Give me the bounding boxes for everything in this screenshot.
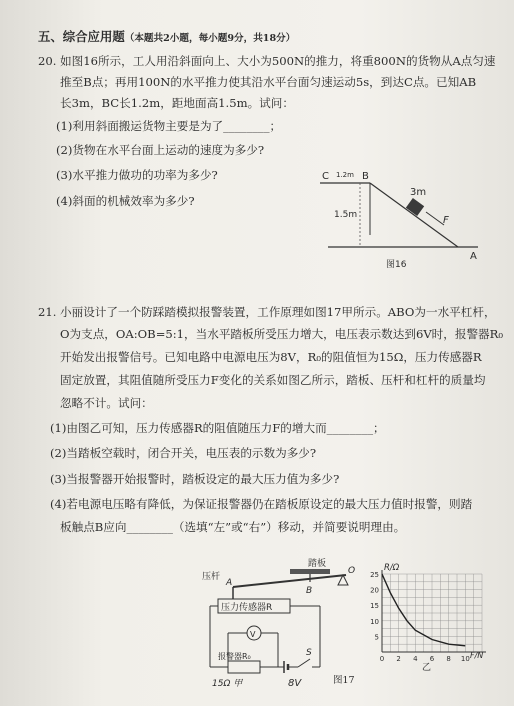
figure-17-graph xyxy=(362,560,492,675)
figure-16 xyxy=(318,165,483,275)
switch-s[interactable] xyxy=(298,659,310,667)
x-tick-label: 0 xyxy=(379,655,385,663)
label-a: A xyxy=(470,251,477,262)
q21-part-1: (1)由图乙可知，压力传感器R的阻值随压力F的增大而________； xyxy=(50,421,385,435)
q20-line-2: 推至B点；再用100N的水平推力使其沿水平台面匀速运动5s，到达C点。已知AB xyxy=(60,75,477,89)
label-sensor: 压力传感器R xyxy=(221,603,273,613)
q21-part-3: (3)当报警器开始报警时，踏板设定的最大压力值为多少? xyxy=(50,472,340,486)
x-tick-label: 8 xyxy=(446,655,451,663)
label-ab: 3m xyxy=(410,187,427,198)
q21-line-1: 小丽设计了一个防踩踏模拟报警装置，工作原理如图17甲所示。ABO为一水平杠杆， xyxy=(60,305,496,319)
label-bc: 1.2m xyxy=(336,171,354,179)
alarm-r0-box xyxy=(228,661,260,673)
label-b: B xyxy=(306,586,313,596)
x-tick-label: 2 xyxy=(396,655,401,663)
graph-ylabel: R/Ω xyxy=(384,563,400,573)
q21-line-5: 忽略不计。试问： xyxy=(60,396,153,410)
lever-abo xyxy=(233,575,346,587)
force-arrow xyxy=(426,212,444,225)
label-a: A xyxy=(226,578,233,588)
label-voltmeter: V xyxy=(250,630,256,639)
y-tick-label: 20 xyxy=(370,586,379,595)
x-tick-label: 4 xyxy=(413,655,418,663)
x-tick-label: 6 xyxy=(429,655,435,663)
q20-part-2: (2)货物在水平台面上运动的速度为多少? xyxy=(56,143,265,157)
y-tick-label: 25 xyxy=(370,571,379,579)
label-o: O xyxy=(348,566,356,576)
graph-xlabel: F/N xyxy=(470,651,484,660)
q20-line-3: 长3m，BC长1.2m，距地面高1.5m。试问： xyxy=(60,96,294,110)
figure-17-caption: 图17 xyxy=(333,675,355,686)
graph-sublabel: 乙 xyxy=(422,663,432,673)
q20-line-1: 如图16所示，工人用沿斜面向上、大小为500N的推力，将重800N的货物从A点匀速 xyxy=(60,54,496,68)
section-heading xyxy=(38,30,295,46)
label-pedal: 踏板 xyxy=(308,559,327,569)
x-tick-label: 10 xyxy=(460,655,470,663)
figure-16-caption: 图16 xyxy=(386,260,407,270)
graph-grid xyxy=(382,574,482,652)
q21-part-2: (2)当踏板空载时，闭合开关，电压表的示数为多少? xyxy=(50,446,317,460)
q20-part-3: (3)水平推力做功的功率为多少? xyxy=(56,168,218,182)
y-tick-label: 15 xyxy=(370,602,379,611)
y-tick-label: 10 xyxy=(370,617,379,626)
q21-line-4: 固定放置，其阻值随所受压力F变化的关系如图乙所示，踏板、压杆和杠杆的质量均 xyxy=(60,373,486,387)
q21-part-4: (4)若电源电压略有降低，为保证报警器仍在踏板原设定的最大压力值时报警，则踏 xyxy=(50,497,473,511)
q21-number: 21. xyxy=(38,305,57,319)
label-c: C xyxy=(322,171,329,182)
label-alarm: 报警器R₀ xyxy=(218,652,251,661)
q21-part-4-cont: 板触点B应向________（选填“左”或“右”）移动，并简要说明理由。 xyxy=(60,520,406,534)
q20-part-4: (4)斜面的机械效率为多少? xyxy=(56,194,195,208)
q20-number: 20. xyxy=(38,54,57,68)
cargo-box xyxy=(406,198,424,216)
label-pressure-rod: 压杆 xyxy=(202,572,221,582)
label-switch: S xyxy=(306,648,312,658)
y-tick-label: 5 xyxy=(374,633,379,642)
label-b: B xyxy=(362,171,369,182)
section-note: （本题共2小题，每小题9分，共18分） xyxy=(124,33,296,44)
q21-line-2: O为支点，OA:OB=5:1，当水平踏板所受压力增大，电压表示数达到6V时，报警器R₀ xyxy=(60,327,504,341)
label-f: F xyxy=(443,215,449,226)
handwritten-8v: 8V xyxy=(288,678,302,689)
handwritten-jia: 15Ω 甲 xyxy=(212,679,243,689)
q21-line-3: 开始发出报警信号。已知电路中电源电压为8V，R₀的阻值恒为15Ω，压力传感器R xyxy=(60,350,482,364)
q20-part-1: (1)利用斜面搬运货物主要是为了________； xyxy=(56,119,282,133)
section-title: 五、综合应用题 xyxy=(38,29,125,44)
pedal-plate xyxy=(290,569,330,574)
label-h: 1.5m xyxy=(334,210,358,220)
